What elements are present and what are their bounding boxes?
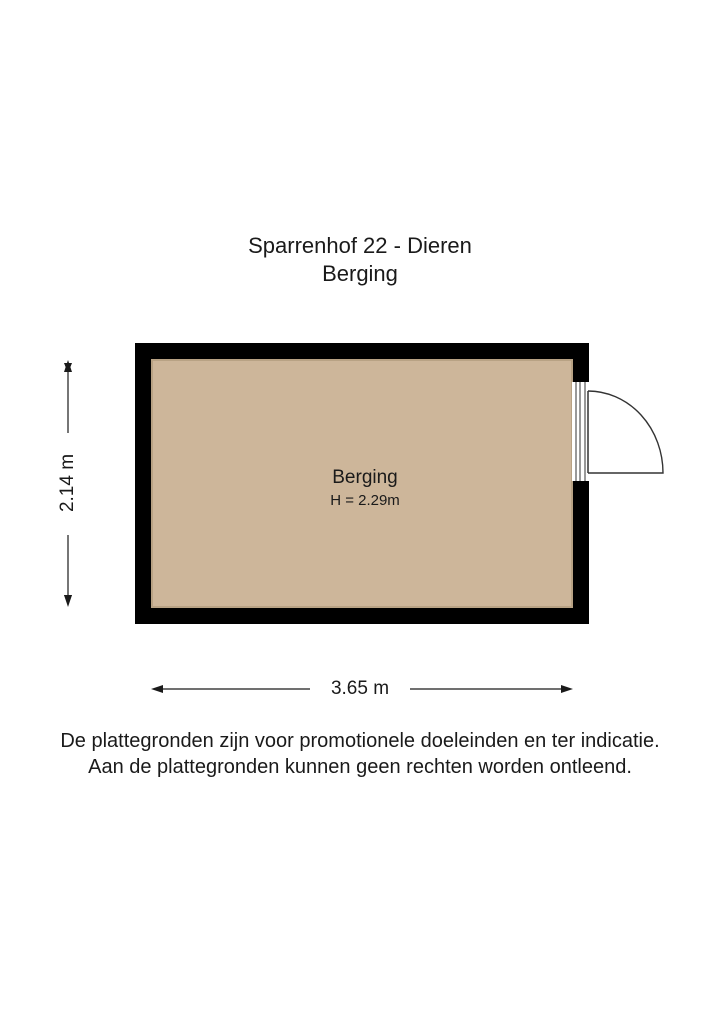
height-dimension-label: 2.14 m (56, 433, 80, 533)
room-name-label: Berging (332, 467, 398, 488)
height-arrow-top (64, 360, 72, 372)
disclaimer-line-1: De plattegronden zijn voor promotionele doeleinden en ter indicatie. (60, 730, 660, 752)
room-height-label: H = 2.29m (330, 492, 400, 509)
floor-title: Berging (322, 261, 398, 286)
disclaimer-line-2: Aan de plattegronden kunnen geen rechten worden ontleend. (88, 756, 632, 778)
height-arrow-bottom (64, 595, 72, 607)
width-arrow-right (561, 685, 573, 693)
width-dimension-label: 3.65 m (310, 677, 410, 701)
door-swing-arc (588, 391, 663, 473)
address-title: Sparrenhof 22 - Dieren (248, 233, 472, 258)
width-arrow-left (151, 685, 163, 693)
disclaimer (0, 728, 720, 780)
